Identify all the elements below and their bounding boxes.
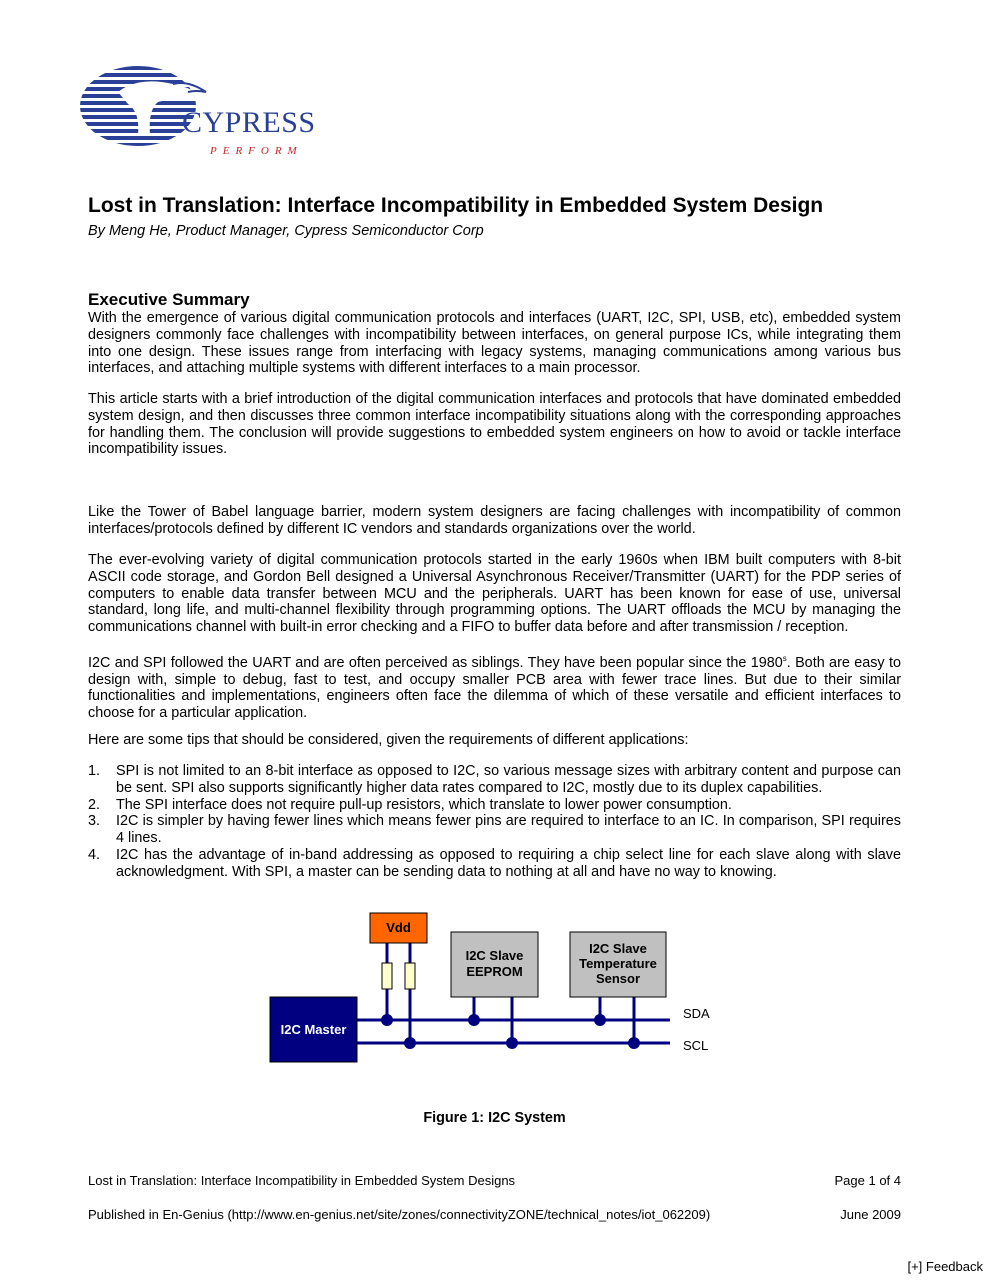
- executive-summary-heading: Executive Summary: [88, 290, 250, 309]
- footer-date: June 2009: [840, 1207, 901, 1222]
- pullup-resistor-sda: [382, 963, 392, 989]
- cypress-logo: [78, 62, 318, 162]
- eeprom-label-line-2: EEPROM: [466, 964, 523, 979]
- junction-dot: [468, 1014, 480, 1026]
- list-item-text: SPI is not limited to an 8-bit interface as opposed to I2C, so various message sizes with arbitrary content and purpose can be sent. SPI also supports significantly higher data rates compared to I2C, mostly due to its duplex capabilities.: [116, 763, 901, 796]
- vdd-label: Vdd: [386, 920, 411, 935]
- p5-text-after: . Both are easy to design with, simple to debug, fast to test, and occupy smaller PCB area with fewer trace lines. But due to their similar functionalities and implementations, engineers often face the dilemma of which of these versatile and efficient interfaces to choose for a particular application.: [88, 654, 902, 722]
- scl-label: SCL: [683, 1038, 709, 1053]
- list-item: [88, 847, 901, 881]
- junction-dot: [628, 1037, 640, 1049]
- sensor-label-line-2: Temperature: [579, 956, 657, 971]
- body-paragraph-uart: The ever-evolving variety of digital communication protocols started in the early 1960s when IBM built computers with 8-bit ASCII code storage, and Gordon Bell designed a Universal Asynchronous Receiver/Transmitter (UART) for the PDP series of computers to enable data transfer between MCU and the peripherals. UART has been known for ease of use, universal standard, long life, and multi-channel flexibility through programming options. The UART offloads the MCU by managing the communications channel with built-in error checking and a FIFO to buffer data before and after transmission / reception.: [88, 552, 901, 636]
- logo-tagline: PERFORM: [210, 145, 303, 157]
- list-item-text: The SPI interface does not require pull-up resistors, which translate to lower power consumption.: [116, 796, 732, 813]
- junction-dot: [506, 1037, 518, 1049]
- list-item-number: 1.: [88, 763, 101, 779]
- junction-dot: [594, 1014, 606, 1026]
- sensor-label-line-1: I2C Slave: [589, 941, 647, 956]
- feedback-link[interactable]: [+] Feedback: [907, 1259, 983, 1274]
- list-item-text: I2C has the advantage of in-band addressing as opposed to requiring a chip select line for each slave along with slave acknowledgment. With SPI, a master can be sending data to nothing at all and have no way to knowing.: [116, 846, 901, 880]
- logo-wordmark: CYPRESS: [182, 106, 316, 139]
- list-item-number: 4.: [88, 846, 101, 863]
- list-item-number: 2.: [88, 796, 101, 813]
- article-title: Lost in Translation: Interface Incompatibility in Embedded System Design: [88, 194, 824, 217]
- summary-paragraph-2: This article starts with a brief introduction of the digital communication interfaces and protocols that have dominated embedded system design, and then discusses three common interface incompatibility situations along with the corresponding approaches for handling them. The conclusion will provide suggestions to embedded system engineers on how to avoid or tackle interface incompatibility issues.: [88, 391, 901, 458]
- sda-label: SDA: [683, 1006, 710, 1021]
- i2c-master-label: I2C Master: [280, 1022, 347, 1037]
- list-item: [88, 797, 901, 814]
- sensor-label-line-3: Sensor: [595, 971, 641, 986]
- footer-publication: Published in En-Genius (http://www.en-genius.net/site/zones/connectivityZONE/technical_notes/iot_062209): [88, 1207, 711, 1222]
- list-item: [88, 763, 901, 797]
- i2c-system-diagram: [260, 905, 720, 1075]
- junction-dot: [404, 1037, 416, 1049]
- list-item-text: I2C is simpler by having fewer lines which means fewer pins are required to interface to an IC. In comparison, SPI requires 4 lines.: [116, 813, 901, 847]
- pullup-resistor-scl: [405, 963, 415, 989]
- list-item: [88, 813, 901, 847]
- body-paragraph-tips-intro: Here are some tips that should be considered, given the requirements of different applications:: [88, 732, 689, 748]
- list-item-number: 3.: [88, 813, 101, 830]
- article-byline: By Meng He, Product Manager, Cypress Semiconductor Corp: [88, 223, 484, 239]
- p5-superscript: s: [782, 654, 787, 663]
- footer-article-title: Lost in Translation: Interface Incompatibility in Embedded System Designs: [88, 1173, 516, 1188]
- p5-text-before: I2C and SPI followed the UART and are often perceived as siblings. They have been popular since the 1980: [88, 654, 783, 671]
- body-paragraph-babel: Like the Tower of Babel language barrier, modern system designers are facing challenges with incompatibility of common interfaces/protocols defined by different IC vendors and standards organizations over the world.: [88, 504, 901, 537]
- body-paragraph-i2c-spi: [88, 651, 901, 722]
- figure-caption: Figure 1: I2C System: [423, 1110, 566, 1126]
- footer-page-number: Page 1 of 4: [834, 1173, 901, 1188]
- eeprom-label-line-1: I2C Slave: [465, 948, 524, 963]
- summary-paragraph-1: With the emergence of various digital communication protocols and interfaces (UART, I2C, SPI, USB, etc), embedded system designers commonly face challenges with incompatibility between interfaces, on general purpose ICs, while integrating them into one design. These issues range from interfacing with legacy systems, managing communications among various bus interfaces, and attaching multiple systems with different interfaces to a main processor.: [88, 310, 901, 377]
- junction-dot: [381, 1014, 393, 1026]
- tips-list: [88, 763, 901, 881]
